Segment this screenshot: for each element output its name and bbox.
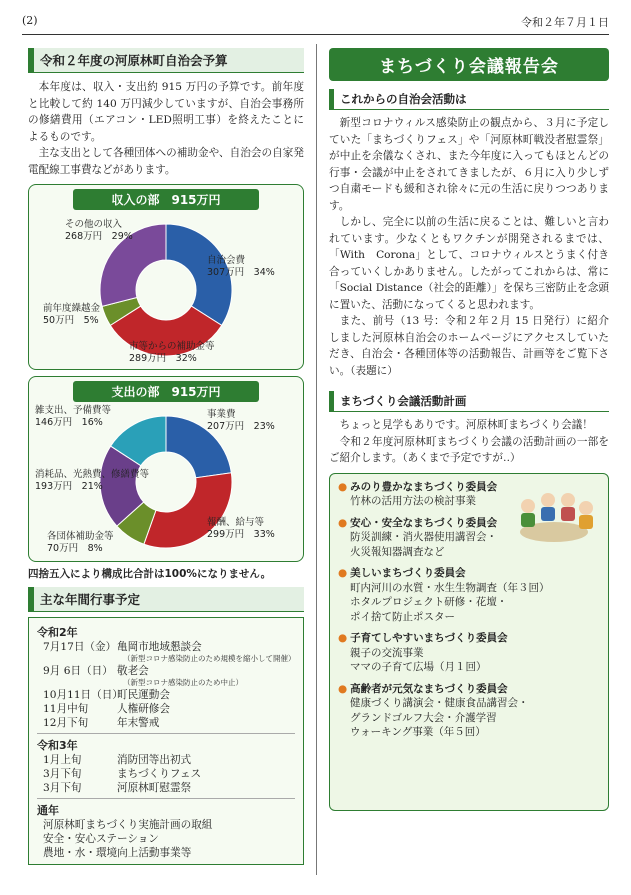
committee-activity: 健康づくり講演会・健康食品講習会・	[350, 697, 529, 709]
committee	[338, 631, 600, 675]
event-date: 3月下旬	[43, 782, 82, 794]
event-row	[37, 664, 295, 678]
expense-amt-0: 207万円	[207, 421, 245, 432]
committee-name: ● 美しいまちづくり委員会	[338, 566, 600, 581]
committee	[338, 682, 600, 740]
sec2-paragraph-1: ちょっと見学もありです。河原林町まちづくり会議！	[339, 419, 593, 431]
event-note: （新型コロナ感染防止のため中止）	[123, 678, 243, 687]
sec2-paragraph-2: 令和２年度河原林町まちづくり会議の活動計画の一部をご紹介します。（あくまで予定ですが‥）	[329, 435, 609, 464]
event-row	[37, 716, 295, 730]
sec1-paragraph-3: また、前号（13 号：令和２年２月 15 日発行）に紹介しました河原林自治会のホームページにアクセスしていただき、自治会・各種団体等の活動報告、計画等をご覧下さい。（表題に）	[329, 315, 609, 377]
event-name: 敬老会	[117, 665, 149, 677]
committee-name: ● 安心・安全なまちづくり委員会	[338, 516, 600, 531]
event-date: 10月11日（日）	[43, 689, 123, 701]
event-date: 12月下旬	[43, 717, 89, 729]
committee-activity: ポイ捨て防止ポスター	[350, 610, 455, 623]
expense-pct-1: 33%	[253, 529, 275, 540]
expense-chart	[28, 376, 304, 562]
event-name: 河原林町慰霊祭	[117, 782, 192, 794]
events-yearly-item: 安全・安心ステーション	[43, 833, 159, 845]
meeting-illustration-icon	[508, 480, 600, 552]
income-amt-2: 50万円	[43, 315, 75, 326]
income-label-0	[207, 255, 275, 279]
income-label-3	[65, 219, 133, 243]
committee-activity: 竹林の活用方法の検討事業	[350, 495, 476, 507]
section-1-title: これからの自治会活動は	[329, 89, 609, 110]
event-name: 亀岡市地域懇談会	[117, 641, 202, 653]
expense-label-0	[207, 409, 275, 433]
event-name: まちづくりフェス	[117, 768, 202, 780]
left-column	[28, 48, 304, 865]
income-amt-3: 268万円	[65, 231, 103, 242]
income-pct-1: 32%	[175, 353, 197, 364]
event-row	[37, 640, 295, 654]
income-amt-1: 289万円	[129, 353, 167, 364]
event-date: 3月下旬	[43, 768, 82, 780]
committee-name: ● 高齢者が元気なまちづくり委員会	[338, 682, 600, 697]
expense-pct-3: 21%	[81, 481, 103, 492]
expense-chart-title: 支出の部 915万円	[73, 381, 259, 402]
event-row	[37, 781, 295, 795]
events-year: 令和3年	[37, 739, 78, 752]
expense-pct-4: 16%	[81, 417, 103, 428]
sec1-paragraph-2: しかし、完全に以前の生活に戻ることは、難しいと言われています。少なくともワクチンが開発されるまでは、「With Corona」として、コロナウィルスとうまく付き合っていくしかありません。したがってこれからは、常に「Social Distance（社会的距離）」を保ち三密防止を念頭に置いた、活動になってくると思われます。	[329, 216, 609, 311]
events-title: 主な年間行事予定	[28, 587, 304, 612]
issue-date: 令和２年７月１日	[521, 16, 609, 29]
income-cat-1: 市等からの補助金等	[129, 341, 215, 352]
expense-cat-1: 報酬、給与等	[207, 517, 265, 528]
right-column	[329, 48, 609, 811]
committee-activity: グランドゴルフ大会・介護学習	[350, 711, 497, 724]
event-row	[37, 702, 295, 716]
event-date: 11月中旬	[43, 703, 89, 715]
committee-activity: ホタルプロジェクト研修・花壇・	[350, 596, 508, 608]
page-number: (2)	[22, 14, 38, 27]
events-separator	[37, 733, 295, 734]
expense-label-1	[207, 517, 275, 541]
committee-activity: 親子の交流事業	[350, 646, 424, 659]
events-yearly-item: 河原林町まちづくり実施計画の取組	[43, 819, 213, 831]
committee-box	[329, 473, 609, 811]
budget-paragraph-2: 主な支出として各種団体への補助金や、自治会の自家発電配線工事費などがあります。	[28, 147, 304, 176]
column-divider	[316, 44, 317, 875]
expense-amt-3: 193万円	[35, 481, 73, 492]
income-amt-0: 307万円	[207, 267, 245, 278]
income-chart-title: 収入の部 915万円	[73, 189, 259, 210]
committee-name: ● 子育てしやすいまちづくり委員会	[338, 631, 600, 646]
committee-activity: 町内河川の水質・水生生物調査（年３回）	[350, 581, 550, 594]
committee-name: ● みのり豊かなまちづくり委員会	[338, 480, 600, 495]
budget-title: 令和２年度の河原林町自治会予算	[28, 48, 304, 73]
budget-paragraph-1: 本年度は、収入・支出約 915 万円の予算です。前年度と比較して約 140 万円減少していますが、自治会事務所の修繕費用（エアコン・LED照明工事）を終えたことによるものです。	[28, 81, 304, 143]
chart-note: 四捨五入により構成比合計は100%になりません。	[28, 568, 272, 580]
expense-pct-0: 23%	[253, 421, 275, 432]
expense-cat-4: 雑支出、予備費等	[35, 405, 112, 416]
events-box	[28, 617, 304, 865]
income-label-2	[43, 303, 100, 327]
expense-amt-1: 299万円	[207, 529, 245, 540]
committee-activity: ママの子育て広場（月１回）	[350, 661, 487, 673]
event-name: 人権研修会	[117, 703, 170, 715]
events-yearly-item: 農地・水・環境向上活動事業等	[43, 847, 192, 859]
expense-label-4	[35, 405, 111, 429]
expense-amt-2: 70万円	[47, 543, 79, 554]
report-banner: まちづくり会議報告会	[329, 48, 609, 81]
page-header	[22, 14, 609, 30]
event-name: 町民運動会	[117, 689, 170, 701]
event-name: 消防団等出初式	[117, 754, 192, 766]
income-cat-0: 自治会費	[207, 255, 246, 266]
income-pct-3: 29%	[111, 231, 133, 242]
income-cat-3: その他の収入	[65, 219, 123, 230]
event-name: 年末警戒	[117, 717, 160, 729]
income-chart	[28, 184, 304, 370]
income-pct-2: 5%	[83, 315, 99, 326]
event-date: 9月 6日（日）	[43, 665, 113, 677]
event-date: 7月17日（金）	[43, 641, 117, 653]
events-separator	[37, 798, 295, 799]
income-cat-2: 前年度繰越金	[43, 303, 101, 314]
event-row	[37, 688, 295, 702]
event-note: （新型コロナ感染防止のため規模を縮小して開催）	[123, 654, 296, 663]
expense-cat-0: 事業費	[207, 409, 236, 420]
event-row	[37, 753, 295, 767]
committee-activity: 防災訓練・消火器使用講習会・	[350, 531, 497, 543]
expense-cat-2: 各団体補助金等	[47, 531, 114, 542]
expense-cat-3: 消耗品、光熱費、修繕費等	[35, 469, 150, 480]
committee-activity: ウォーキング事業（年５回）	[350, 726, 486, 738]
expense-pct-2: 8%	[87, 543, 103, 554]
committee	[338, 566, 600, 624]
committee-activity: 火災報知器調査など	[350, 545, 445, 558]
event-date: 1月上旬	[43, 754, 82, 766]
section-2-title: まちづくり会議活動計画	[329, 391, 609, 412]
event-row	[37, 767, 295, 781]
income-label-1	[129, 341, 215, 365]
income-pct-0: 34%	[253, 267, 275, 278]
header-rule	[22, 34, 609, 35]
sec1-paragraph-1: 新型コロナウィルス感染防止の観点から、３月に予定していた「まちづくりフェス」や「河原林町戦没者慰霊祭」が中止を余儀なくされ、また今年度に入ってもほとんどの行事・会議が中止をされてきましたが、６月に入り少しずつ自粛モードも緩和され徐々に元の生活に戻りつつあります。	[329, 117, 609, 212]
expense-label-2	[47, 531, 114, 555]
expense-amt-4: 146万円	[35, 417, 73, 428]
expense-label-3	[35, 469, 149, 493]
events-year: 令和2年	[37, 626, 78, 639]
events-yearly-title: 通年	[37, 804, 59, 817]
